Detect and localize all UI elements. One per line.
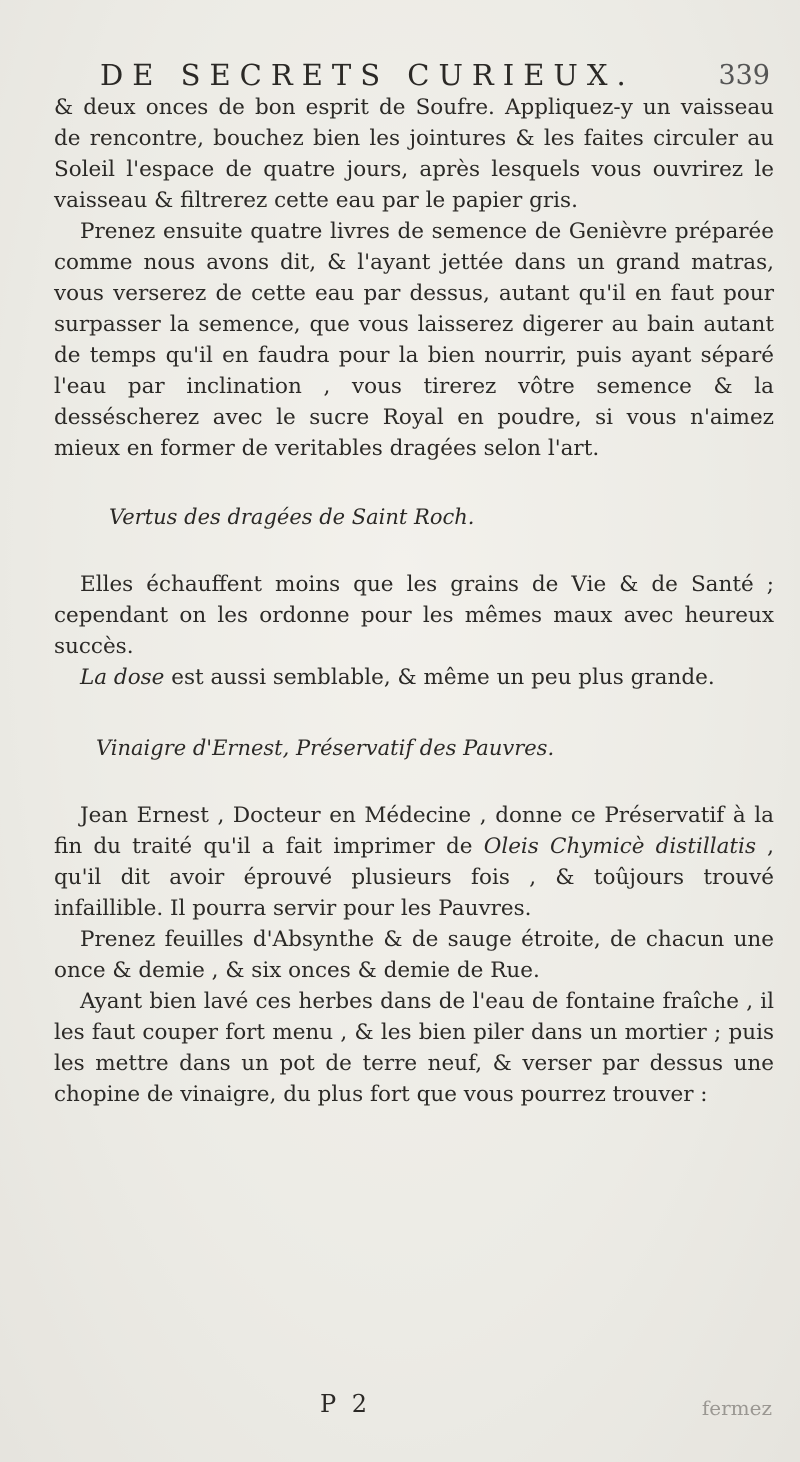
page-number: 339 xyxy=(718,60,770,91)
paragraph-5-start: Jean Ernest , Docteur en Médecine , donne ce Préservatif à la fin du traité qu'il a fait imprimer de xyxy=(54,803,774,859)
paragraph-5 xyxy=(54,800,774,924)
paragraph-6: Prenez feuilles d'Absynthe & de sauge étroite, de chacun une once & demie , & six onces & demie de Rue. xyxy=(54,927,774,983)
paragraph-3: Elles échauffent moins que les grains de Vie & de Santé ; cependant on les ordonne pour les mêmes maux avec heureux succès. xyxy=(54,572,774,659)
paragraph-4 xyxy=(54,662,774,693)
dose-italic: La dose xyxy=(80,665,165,690)
section-heading-dragees: Vertus des dragées de Saint Roch. xyxy=(109,505,475,529)
dose-text: est aussi semblable, & même un peu plus grande. xyxy=(164,665,715,690)
paragraph-2: Prenez ensuite quatre livres de semence de Genièvre préparée comme nous avons dit, & l'ayant jettée dans un grand matras, vous verserez de cette eau par dessus, autant qu'il en faut pour surpasser la semence, que vous laisserez digerer au bain autant de temps qu'il en faudra pour la bien nourrir, puis ayant séparé l'eau par inclination , vous tirerez vôtre semence & la desséscherez avec le sucre Royal en poudre, si vous n'aimez mieux en former de veritables dragées selon l'art. xyxy=(54,219,774,461)
section-heading-vinaigre: Vinaigre d'Ernest, Préservatif des Pauvres. xyxy=(96,736,555,760)
paragraph-5-end: , qu'il dit avoir éprouvé plusieurs fois , & toûjours trouvé infaillible. Il pourra servir pour les Pauvres. xyxy=(54,834,775,921)
paragraph-7: Ayant bien lavé ces herbes dans de l'eau de fontaine fraîche , il les faut couper fort menu , & les bien piler dans un mortier ; puis les mettre dans un pot de terre neuf, & verser par dessus une chopine de vinaigre, du plus fort que vous pourrez trouver : xyxy=(54,989,774,1107)
catchword: fermez xyxy=(701,1396,772,1420)
book-title-italic: Oleis Chymicè distillatis xyxy=(483,834,756,859)
running-title: DE SECRETS CURIEUX. xyxy=(100,58,635,92)
body-text xyxy=(54,92,774,1110)
signature-mark: P 2 xyxy=(320,1390,372,1418)
paragraph-1: & deux onces de bon esprit de Soufre. Appliquez-y un vaisseau de rencontre, bouchez bien les jointures & les faites circuler au Soleil l'espace de quatre jours, après lesquels vous ouvrirez le vaisseau & filtrerez cette eau par le papier gris. xyxy=(54,95,774,213)
